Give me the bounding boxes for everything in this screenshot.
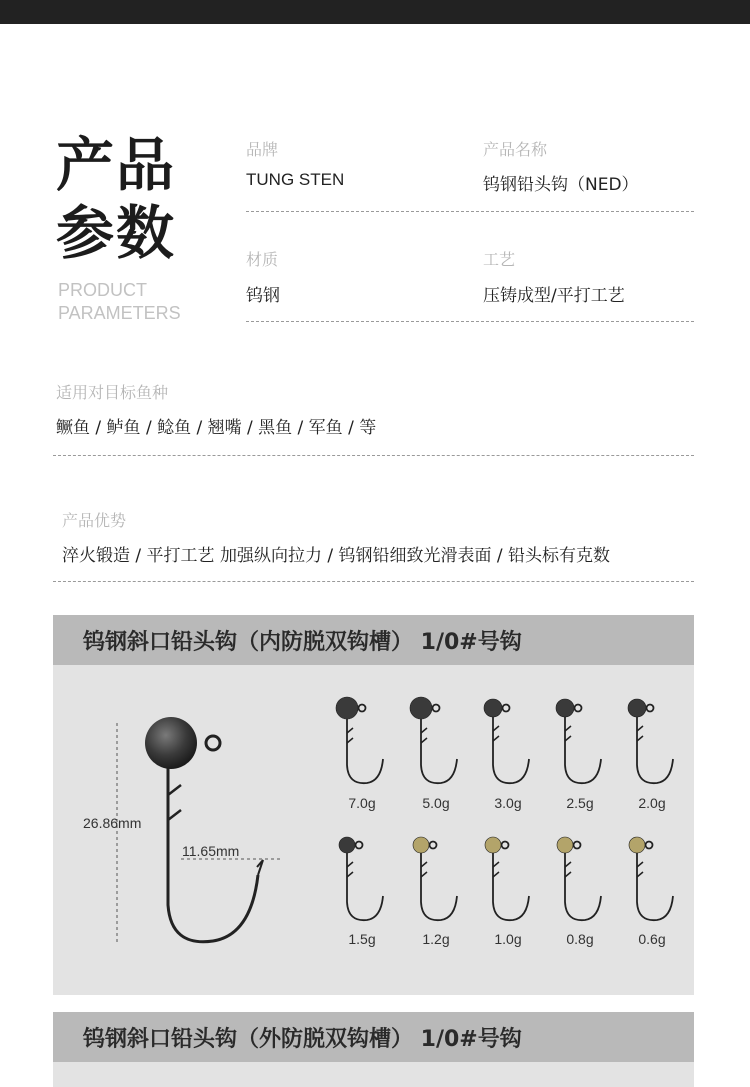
small-hook-icon — [615, 693, 675, 793]
product-name-label: 产品名称 — [483, 140, 548, 159]
small-hook-icon — [399, 693, 459, 793]
product-name-value: 钨钢铅头钩（NED） — [483, 175, 639, 195]
small-hook-icon — [543, 693, 603, 793]
craft-label: 工艺 — [483, 250, 516, 269]
small-hook-icon — [471, 693, 531, 793]
small-hook-icon — [325, 693, 385, 793]
width-dimension: 11.65mm — [182, 843, 240, 859]
advantages-value: 淬火锻造 / 平打工艺 加强纵向拉力 / 钨钢铅细致光滑表面 / 铅头标有克数 — [62, 546, 611, 566]
brand-value: TUNG STEN — [246, 170, 345, 189]
hook-weight-label: 1.0g — [494, 931, 522, 947]
small-hook-icon — [399, 830, 459, 930]
product1-title: 钨钢斜口铅头钩（内防脱双钩槽） 1/0#号钩 — [83, 630, 522, 655]
product1-header — [53, 615, 694, 665]
divider — [246, 321, 694, 322]
small-hook-icon — [325, 830, 385, 930]
hook-weight-label: 0.6g — [638, 931, 666, 947]
craft-value: 压铸成型/平打工艺 — [483, 286, 625, 306]
material-value: 钨钢 — [246, 286, 280, 306]
hook-weight-label: 0.8g — [566, 931, 594, 947]
hook-weight-label: 1.5g — [348, 931, 376, 947]
divider — [246, 211, 694, 212]
divider — [53, 455, 694, 456]
small-hook-icon — [615, 830, 675, 930]
product2-header — [53, 1012, 694, 1062]
hook-weight-label: 2.0g — [638, 795, 666, 811]
small-hook-icon — [543, 830, 603, 930]
material-label: 材质 — [246, 250, 279, 269]
page-subtitle-line1: PRODUCT — [58, 280, 147, 300]
top-bar — [0, 0, 750, 24]
hook-weight-label: 1.2g — [422, 931, 450, 947]
target-fish-label: 适用对目标鱼种 — [56, 383, 169, 402]
target-fish-value: 鳜鱼 / 鲈鱼 / 鲶鱼 / 翘嘴 / 黑鱼 / 军鱼 / 等 — [56, 418, 377, 438]
divider — [53, 581, 694, 582]
page-title-line1: 产品 — [56, 131, 177, 199]
hook-weight-label: 7.0g — [348, 795, 376, 811]
height-dimension: 26.86mm — [83, 815, 142, 831]
product2-title: 钨钢斜口铅头钩（外防脱双钩槽） 1/0#号钩 — [83, 1027, 522, 1052]
large-hook-diagram — [83, 685, 303, 985]
hook-weight-label: 3.0g — [494, 795, 522, 811]
product1-panel — [53, 665, 694, 995]
page-title-line2: 参数 — [56, 199, 177, 267]
hook-weight-label: 2.5g — [566, 795, 594, 811]
small-hook-icon — [471, 830, 531, 930]
product2-panel — [53, 1062, 694, 1087]
hook-weight-label: 5.0g — [422, 795, 450, 811]
brand-label: 品牌 — [246, 140, 279, 159]
page-subtitle-line2: PARAMETERS — [58, 303, 181, 323]
advantages-label: 产品优势 — [62, 511, 127, 530]
